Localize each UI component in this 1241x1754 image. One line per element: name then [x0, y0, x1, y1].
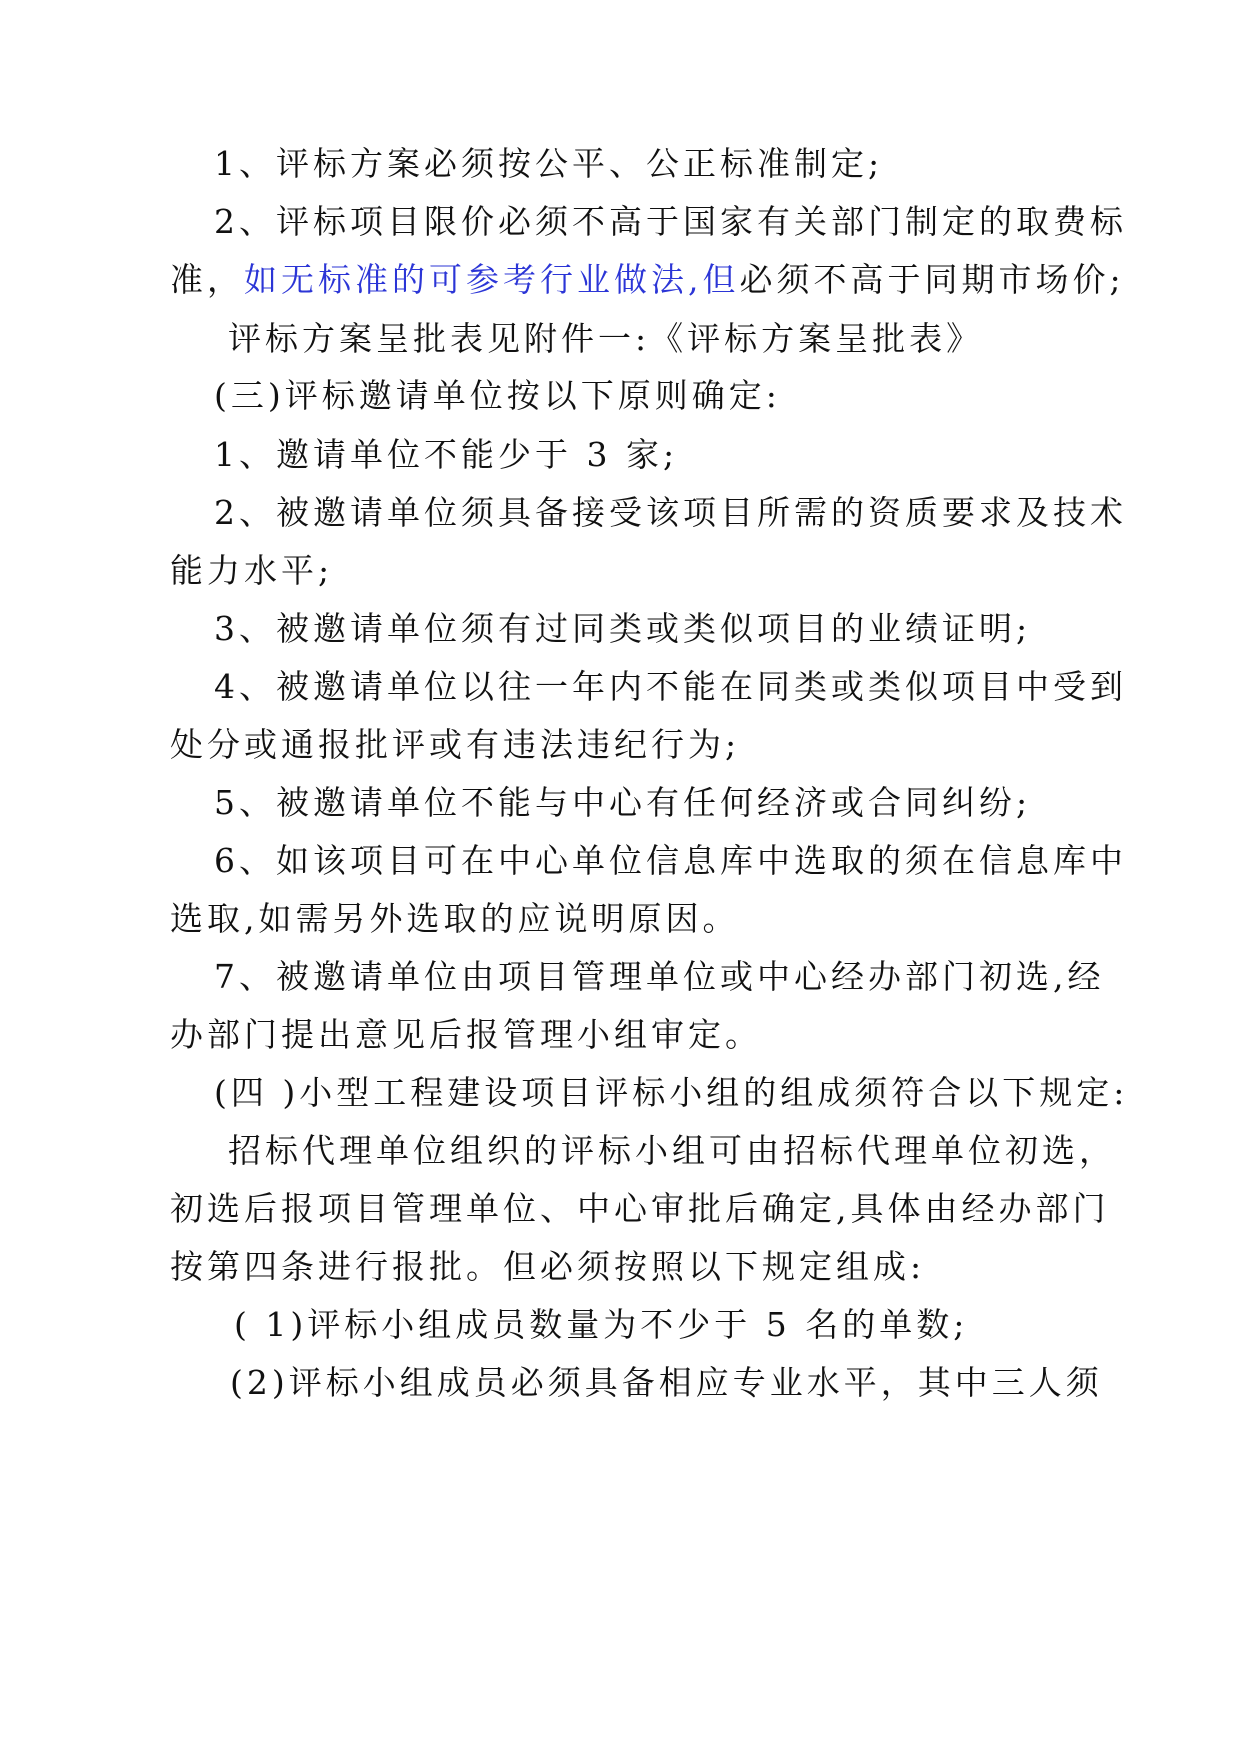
highlighted-text: 如无标准的可参考行业做法,但	[244, 260, 740, 299]
text-line-9: 3、被邀请单位须有过同类或类似项目的业绩证明;	[214, 609, 1032, 648]
text-line-3-post: 必须不高于同期市场价;	[739, 260, 1125, 299]
section-heading-3: (三)评标邀请单位按以下原则确定:	[214, 376, 781, 415]
text-line-1: 1、评标方案必须按公平、公正标准制定;	[214, 144, 884, 183]
text-line-2: 2、评标项目限价必须不高于国家有关部门制定的取费标	[214, 202, 1127, 241]
text-line-16: 办部门提出意见后报管理小组审定。	[170, 1015, 762, 1054]
text-line-6: 1、邀请单位不能少于 3 家;	[214, 435, 679, 474]
text-line-12: 5、被邀请单位不能与中心有任何经济或合同纠纷;	[214, 783, 1032, 822]
text-line-18: 招标代理单位组织的评标小组可由招标代理单位初选，	[228, 1131, 1116, 1170]
text-line-3-pre: 准，	[170, 260, 244, 299]
text-line-20: 按第四条进行报批。但必须按照以下规定组成:	[170, 1247, 926, 1286]
text-line-22: (2)评标小组成员必须具备相应专业水平，其中三人须	[230, 1363, 1103, 1402]
section-heading-4: (四 )小型工程建设项目评标小组的组成须符合以下规定:	[214, 1073, 1129, 1112]
text-line-11: 处分或通报批评或有违法违纪行为;	[170, 725, 741, 764]
text-line-14: 选取,如需另外选取的应说明原因。	[170, 899, 740, 938]
text-line-13: 6、如该项目可在中心单位信息库中选取的须在信息库中	[214, 841, 1127, 880]
text-line-8: 能力水平;	[170, 551, 334, 590]
text-line-10: 4、被邀请单位以往一年内不能在同类或类似项目中受到	[214, 667, 1127, 706]
text-line-4: 评标方案呈批表见附件一:《评标方案呈批表》	[228, 319, 984, 358]
text-line-15: 7、被邀请单位由项目管理单位或中心经办部门初选,经	[214, 957, 1105, 996]
text-line-3	[170, 256, 1125, 304]
text-line-21: ( 1)评标小组成员数量为不少于 5 名的单数;	[234, 1305, 969, 1344]
text-line-7: 2、被邀请单位须具备接受该项目所需的资质要求及技术	[214, 493, 1127, 532]
text-line-19: 初选后报项目管理单位、中心审批后确定,具体由经办部门	[170, 1189, 1110, 1228]
